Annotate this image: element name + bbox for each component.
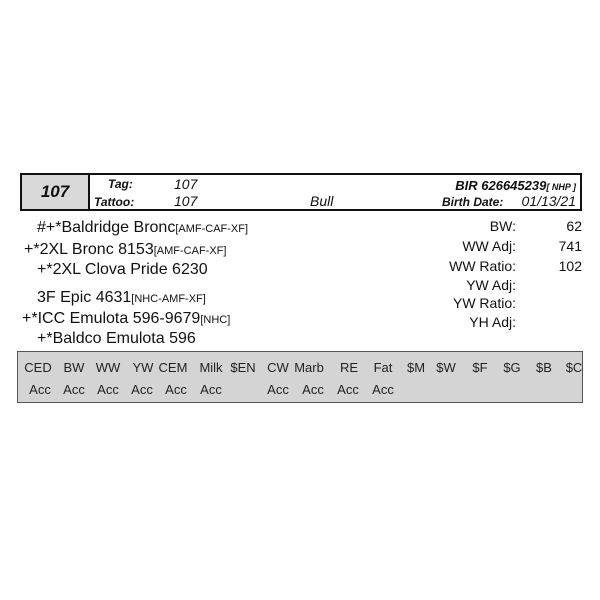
epd-acc: Acc bbox=[131, 382, 153, 397]
epd-acc: Acc bbox=[97, 382, 119, 397]
epd-header: $W bbox=[436, 360, 456, 375]
header-box bbox=[20, 173, 582, 211]
epd-header: $G bbox=[503, 360, 521, 375]
epd-header: Milk bbox=[199, 360, 223, 375]
epd-table bbox=[17, 351, 583, 403]
registration-number: BIR 626645239 bbox=[455, 178, 547, 193]
birth-date-label: Birth Date: bbox=[442, 195, 504, 209]
perf-label: WW Ratio: bbox=[449, 258, 516, 274]
perf-row-yw-ratio bbox=[380, 295, 582, 314]
perf-row-yh-adj bbox=[380, 314, 582, 333]
epd-header: CW bbox=[267, 360, 289, 375]
pedigree-name: +*ICC Emulota 596-9679 bbox=[22, 310, 201, 327]
pedigree-suffix: [NHC] bbox=[200, 314, 231, 326]
tag-value: 107 bbox=[174, 176, 198, 192]
epd-header: $EN bbox=[230, 360, 256, 375]
pedigree-name: #+*Baldridge Bronc bbox=[37, 219, 176, 236]
epd-header: Fat bbox=[373, 360, 393, 375]
epd-acc: Acc bbox=[200, 382, 222, 397]
perf-label: YW Ratio: bbox=[452, 295, 516, 311]
perf-row-ww-adj bbox=[380, 238, 582, 257]
epd-header: $F bbox=[472, 360, 488, 375]
perf-label: WW Adj: bbox=[462, 238, 516, 254]
epd-header: $M bbox=[406, 360, 426, 375]
perf-value: 741 bbox=[558, 238, 582, 254]
pedigree-name: 3F Epic 4631 bbox=[37, 289, 132, 306]
epd-acc: Acc bbox=[165, 382, 187, 397]
epd-header: WW bbox=[95, 360, 121, 375]
perf-row-ww-ratio bbox=[380, 258, 582, 277]
pedigree-suffix: [NHC-AMF-XF] bbox=[131, 293, 206, 305]
perf-label: YH Adj: bbox=[469, 314, 516, 330]
sex: Bull bbox=[310, 193, 334, 209]
epd-header: CED bbox=[24, 360, 52, 375]
epd-acc: Acc bbox=[63, 382, 85, 397]
perf-value: 102 bbox=[558, 258, 582, 274]
epd-header: $B bbox=[536, 360, 552, 375]
pedigree-suffix: [AMF-CAF-XF] bbox=[175, 223, 249, 235]
epd-header: BW bbox=[63, 360, 85, 375]
registration-suffix: [ NHP ] bbox=[546, 182, 576, 192]
pedigree-sire-of-sire bbox=[24, 241, 226, 259]
epd-acc: Acc bbox=[372, 382, 394, 397]
epd-acc: Acc bbox=[267, 382, 289, 397]
perf-label: BW: bbox=[489, 218, 516, 234]
pedigree-dam-of-sire bbox=[37, 261, 208, 279]
pedigree-name: +*2XL Bronc 8153 bbox=[24, 241, 154, 258]
perf-row-yw-adj bbox=[380, 277, 582, 296]
tattoo-label: Tattoo: bbox=[94, 195, 135, 209]
perf-value: 62 bbox=[566, 218, 582, 234]
pedigree-dam-of-dam bbox=[37, 330, 196, 348]
epd-header: YW bbox=[132, 360, 154, 375]
epd-header: Marb bbox=[294, 360, 324, 375]
pedigree-name: +*Baldco Emulota 596 bbox=[37, 330, 196, 347]
perf-label: YW Adj: bbox=[466, 277, 516, 293]
registration bbox=[455, 178, 576, 193]
pedigree-dam bbox=[22, 310, 230, 328]
epd-header: RE bbox=[339, 360, 359, 375]
perf-row-bw bbox=[380, 218, 582, 237]
epd-acc: Acc bbox=[302, 382, 324, 397]
epd-acc: Acc bbox=[29, 382, 51, 397]
pedigree-suffix: [AMF-CAF-XF] bbox=[153, 245, 227, 257]
tattoo-value: 107 bbox=[174, 193, 198, 209]
pedigree-name: +*2XL Clova Pride 6230 bbox=[37, 261, 208, 278]
pedigree-sire-of-dam bbox=[37, 289, 206, 307]
epd-header: $C bbox=[565, 360, 583, 375]
epd-acc: Acc bbox=[337, 382, 359, 397]
epd-header: CEM bbox=[158, 360, 188, 375]
pedigree-sire bbox=[37, 219, 248, 237]
birth-date: 01/13/21 bbox=[521, 193, 576, 209]
tag-label: Tag: bbox=[108, 177, 133, 191]
lot-number: 107 bbox=[22, 175, 90, 209]
performance-data bbox=[380, 218, 582, 338]
